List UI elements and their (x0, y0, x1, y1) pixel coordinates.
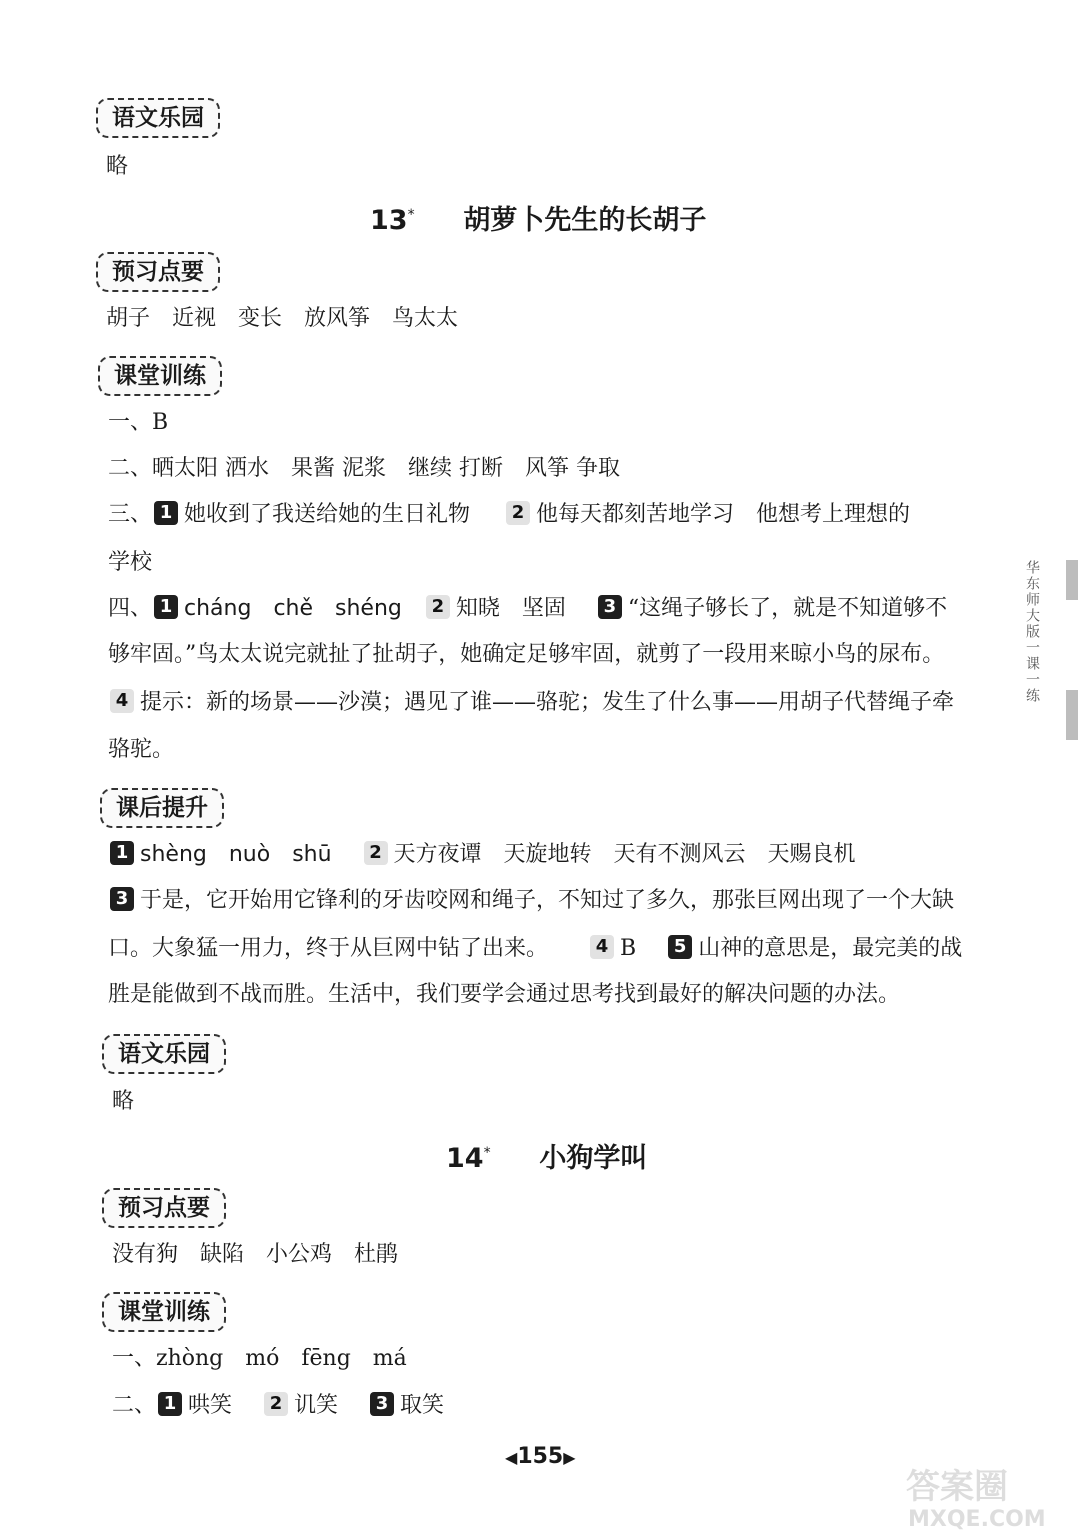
number-badge: 5 (668, 935, 692, 959)
watermark-logo (900, 1462, 1070, 1532)
section-tag-yuwen: 语文乐园 (96, 98, 220, 138)
number-badge: 2 (426, 595, 450, 619)
number-badge: 2 (364, 841, 388, 865)
ketang-q3: 三、 1 她收到了我送给她的生日礼物 2 他每天都刻苦地学习 他想考上理想的 (108, 502, 911, 527)
yuxi-content: 没有狗 缺陷 小公鸡 杜鹃 (112, 1242, 399, 1267)
number-badge: 1 (154, 595, 178, 619)
number-badge: 3 (110, 887, 134, 911)
watermark-url: MXQE.COM (908, 1507, 1046, 1532)
sidebar-mark (1066, 560, 1078, 600)
ketang-q4-4: 4 提示：新的场景——沙漠；遇见了谁——骆驼；发生了什么事——用胡子代替绳子牵 (108, 688, 954, 718)
left-arrow-icon: ◀ (505, 1448, 518, 1467)
ketang-q2: 二、晒太阳 洒水 果酱 泥浆 继续 打断 风筝 争取 (108, 456, 620, 481)
ketang-q4-4-cont: 骆驼。 (108, 737, 175, 762)
section-tag-yuxi: 预习点要 (102, 1188, 226, 1228)
ketang-q4-cont: 够牢固。”鸟太太说完就扯了扯胡子，她确定足够牢固，就剪了一段用来晾小鸟的尿布。 (108, 642, 945, 667)
number-badge: 1 (158, 1392, 182, 1416)
ketang-q2: 二、 1 哄笑 2 讥笑 3 取笑 (112, 1393, 445, 1418)
number-badge: 3 (598, 595, 622, 619)
lesson-14-title: 14* 小狗学叫 (446, 1143, 648, 1174)
ketang-q4: 四、 1 cháng chě shéng 2 知晓 坚固 3 “这绳子够长了，就是不知道够不 (108, 596, 948, 621)
kehou-a5-cont: 胜是能做到不战而胜。生活中，我们要学会通过思考找到最好的解决问题的办法。 (108, 982, 901, 1007)
ketang-q3-cont: 学校 (108, 550, 153, 575)
section-tag-yuxi: 预习点要 (96, 252, 220, 292)
yuwen-content: 略 (106, 154, 129, 179)
number-badge: 4 (110, 689, 134, 713)
ketang-q1: 一、B (108, 410, 169, 435)
number-badge: 1 (110, 841, 134, 865)
number-badge: 2 (264, 1392, 288, 1416)
sidebar-mark (1066, 690, 1078, 740)
yuxi-content: 胡子 近视 变长 放风筝 鸟太太 (106, 306, 459, 331)
section-tag-yuwen: 语文乐园 (102, 1034, 226, 1074)
page-number: ◀155▶ (505, 1444, 576, 1469)
ketang-q1: 一、zhòng mó fēng má (112, 1346, 407, 1371)
kehou-a3-a5: 口。大象猛一用力，终于从巨网中钻了出来。 4 B 5 山神的意思是，最完美的战 (108, 936, 963, 961)
number-badge: 1 (154, 501, 178, 525)
kehou-a1-a2: 1 shèng nuò shū 2 天方夜谭 天旋地转 天有不测风云 天赐良机 (108, 840, 856, 870)
yuwen-content: 略 (112, 1089, 135, 1114)
section-tag-kehou: 课后提升 (100, 788, 224, 828)
number-badge: 3 (370, 1392, 394, 1416)
section-tag-ketang: 课堂训练 (98, 356, 222, 396)
number-badge: 4 (590, 935, 614, 959)
watermark-text: 答案圈 (906, 1467, 1008, 1507)
right-arrow-icon: ▶ (563, 1448, 576, 1467)
kehou-a3: 3 于是，它开始用它锋利的牙齿咬网和绳子，不知过了多久，那张巨网出现了一个大缺 (108, 886, 954, 916)
number-badge: 2 (506, 501, 530, 525)
lesson-13-title: 13* 胡萝卜先生的长胡子 (370, 205, 707, 236)
section-tag-ketang: 课堂训练 (102, 1292, 226, 1332)
sidebar-book-title: 华东师大版一课一练 (1024, 560, 1040, 704)
